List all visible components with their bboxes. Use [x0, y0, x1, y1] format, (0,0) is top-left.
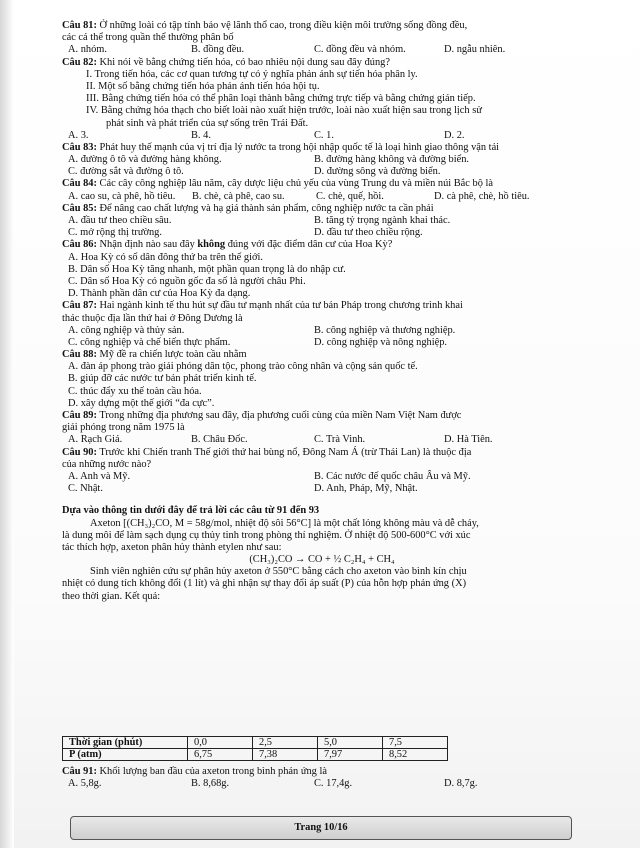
- option-c[interactable]: C. thúc đẩy xu thế toàn cầu hóa.: [68, 385, 202, 397]
- question-number: Câu 83:: [62, 141, 97, 153]
- question-90: [62, 447, 582, 459]
- passage-line: là dung môi để làm sạch dụng cụ thủy tinh trong phòng thí nghiệm. Ở nhiệt độ 500-600°C với xúc: [62, 529, 471, 541]
- question-89: [62, 410, 582, 422]
- statement-i: I. Trong tiến hóa, các cơ quan tương tự có ý nghĩa phản ánh sự tiến hóa phân ly.: [86, 68, 418, 80]
- option-c[interactable]: C. công nghiệp và chế biến thực phẩm.: [68, 336, 231, 348]
- table-row: [63, 749, 448, 761]
- question-text-cont: đúng với đặc điểm dân cư của Hoa Kỳ?: [225, 239, 393, 251]
- option-b[interactable]: B. chè, cà phê, cao su.: [192, 190, 285, 202]
- option-a[interactable]: A. Anh và Mỹ.: [68, 470, 131, 482]
- question-text-cont: các cá thể trong quần thể thường phân bố: [62, 32, 234, 44]
- page-footer: [70, 816, 572, 840]
- page-edge-shadow: [0, 0, 14, 848]
- option-a[interactable]: A. Rạch Giá.: [68, 434, 123, 446]
- statement-ii: II. Một số bằng chứng tiến hóa phản ánh tiến hóa hội tụ.: [86, 80, 320, 92]
- question-text: Trong những địa phương sau đây, địa phương cuối cùng của miền Nam Việt Nam được: [96, 410, 462, 421]
- question-text: Hai ngành kinh tế thu hút sự đầu tư mạnh nhất của tư bản Pháp trong chương trình khai: [96, 300, 463, 312]
- option-c[interactable]: C. chè, quế, hồi.: [316, 190, 384, 202]
- answer-options: [62, 166, 582, 178]
- option-a[interactable]: A. đường ô tô và đường hàng không.: [68, 154, 222, 166]
- passage-line: nhiệt có dung tích không đổi (1 lít) và ghi nhận sự thay đổi áp suất (P) của hỗn hợp phản ứng (X): [62, 578, 467, 590]
- option-b[interactable]: B. công nghiệp và thương nghiệp.: [314, 324, 456, 336]
- question-text-cont: thác thuộc địa lần thứ hai ở Đông Dương là: [62, 312, 243, 324]
- question-83: [62, 142, 582, 154]
- option-a[interactable]: A. cao su, cà phê, hồ tiêu.: [68, 190, 176, 202]
- question-number: Câu 88:: [62, 349, 97, 361]
- question-91: [62, 766, 582, 778]
- option-d[interactable]: D. Anh, Pháp, Mỹ, Nhật.: [314, 483, 418, 495]
- option-b[interactable]: B. 4.: [191, 129, 211, 141]
- question-number: Câu 89:: [62, 410, 97, 421]
- question-number: Câu 86:: [62, 239, 97, 251]
- question-number: Câu 82:: [62, 56, 97, 68]
- option-d[interactable]: D. Hà Tiên.: [444, 434, 493, 446]
- option-a[interactable]: A. công nghiệp và thủy sản.: [68, 324, 185, 336]
- option-d[interactable]: D. 8,7g.: [444, 778, 478, 790]
- option-c[interactable]: C. Trà Vinh.: [314, 434, 366, 446]
- table-header-time: Thời gian (phút): [63, 737, 188, 749]
- table-cell: 7,97: [318, 749, 383, 761]
- page-number: Trang 10/16: [294, 822, 348, 833]
- option-d[interactable]: D. ngẫu nhiên.: [444, 44, 506, 56]
- table-cell: 8,52: [383, 749, 448, 761]
- option-a[interactable]: A. nhóm.: [68, 44, 107, 56]
- passage-line: theo thời gian. Kết quả:: [62, 590, 161, 602]
- pressure-table: [62, 736, 448, 761]
- question-text: Để nâng cao chất lượng và hạ giá thành sản phẩm, công nghiệp nước ta cần phải: [96, 202, 434, 214]
- question-84: [62, 178, 582, 190]
- question-text: Ở những loài có tập tính bảo vệ lãnh thổ cao, trong điều kiện môi trường sống đồng đều,: [96, 20, 468, 31]
- question-87: [62, 300, 582, 312]
- option-d[interactable]: D. xây dựng một thế giới “đa cực”.: [68, 397, 215, 409]
- option-a[interactable]: A. 5,8g.: [68, 778, 102, 790]
- answer-options: [62, 215, 582, 227]
- option-d[interactable]: D. 2.: [444, 129, 465, 141]
- table-cell: 0,0: [188, 737, 253, 749]
- answer-options: [62, 130, 582, 142]
- table-cell: 7,38: [253, 749, 318, 761]
- passage-line: tác thích hợp, axeton phân hủy thành etylen như sau:: [62, 541, 282, 553]
- emphasis-word: không: [197, 239, 226, 251]
- answer-options: [62, 337, 582, 349]
- table-cell: 2,5: [253, 737, 318, 749]
- question-text: Khi nói về bằng chứng tiến hóa, có bao nhiêu nội dung sau đây đúng?: [96, 56, 390, 68]
- option-b[interactable]: B. 8,68g.: [191, 778, 230, 790]
- option-c[interactable]: C. đồng đều và nhóm.: [314, 44, 406, 56]
- option-b[interactable]: B. Dân số Hoa Kỳ tăng nhanh, một phần quan trọng là do nhập cư.: [68, 263, 346, 275]
- option-d[interactable]: D. công nghiệp và nông nghiệp.: [314, 336, 448, 348]
- question-text: Nhận định nào sau đây: [96, 239, 198, 251]
- data-table-wrap: [0, 736, 640, 761]
- answer-options: [62, 434, 582, 446]
- answer-options: [62, 191, 582, 203]
- question-number: Câu 84:: [62, 178, 97, 190]
- question-81: [62, 20, 582, 32]
- passage-line: Axeton [(CH₃)₂CO, M = 58g/mol, nhiệt độ sôi 56°C] là một chất lỏng không màu và dễ cháy,: [90, 517, 479, 529]
- question-82: [62, 57, 582, 69]
- answer-options: [62, 154, 582, 166]
- answer-options: [62, 325, 582, 337]
- question-number: Câu 85:: [62, 202, 97, 214]
- question-number: Câu 91:: [62, 766, 97, 777]
- option-b[interactable]: B. đường hàng không và đường biển.: [314, 154, 470, 166]
- option-b[interactable]: B. đồng đều.: [191, 44, 245, 56]
- statement-iii: III. Bằng chứng tiến hóa có thể phân loại thành bằng chứng trực tiếp và bằng chứng gián tiếp.: [86, 93, 476, 105]
- option-b[interactable]: B. giúp đỡ các nước tư bản phát triển kinh tế.: [68, 373, 257, 385]
- question-text: Các cây công nghiệp lâu năm, cây dược liệu chủ yếu của vùng Trung du và miền núi Bắc bộ là: [96, 178, 493, 190]
- page-content: [62, 20, 582, 603]
- question-number: Câu 81:: [62, 20, 97, 31]
- passage-line: Sinh viên nghiên cứu sự phân hủy axeton ở 550°C bằng cách cho axeton vào bình kín chịu: [90, 566, 467, 578]
- option-c[interactable]: C. mở rộng thị trường.: [68, 227, 162, 239]
- option-a[interactable]: A. đầu tư theo chiều sâu.: [68, 215, 172, 226]
- option-c[interactable]: C. 1.: [314, 129, 334, 141]
- option-d[interactable]: D. đường sông và đường biển.: [314, 166, 441, 178]
- question-text-cont: giải phóng trong năm 1975 là: [62, 422, 185, 434]
- option-c[interactable]: C. đường sắt và đường ô tô.: [68, 166, 184, 178]
- option-a[interactable]: A. 3.: [68, 129, 89, 141]
- passage-heading-text: Dựa vào thông tin dưới đây để trả lời các câu từ 91 đến 93: [62, 505, 320, 517]
- answer-options: [62, 471, 582, 483]
- question-text: Mỹ đề ra chiến lược toàn cầu nhằm: [96, 349, 247, 361]
- question-text: Phát huy thế mạnh của vị trí địa lý nước ta trong hội nhập quốc tế là loại hình giao thông vận tải: [96, 141, 500, 153]
- option-c[interactable]: C. 17,4g.: [314, 778, 353, 790]
- question-text: Khối lượng ban đầu của axeton trong bình phản ứng là: [96, 766, 327, 777]
- answer-options: [62, 778, 582, 790]
- option-a[interactable]: A. đàn áp phong trào giải phóng dân tộc, phong trào công nhân và cộng sản quốc tế.: [68, 361, 418, 373]
- option-d[interactable]: D. đầu tư theo chiều rộng.: [314, 227, 423, 239]
- option-d[interactable]: D. cà phê, chè, hồ tiêu.: [434, 190, 530, 202]
- option-b[interactable]: B. Châu Đốc.: [191, 434, 248, 446]
- question-85: [62, 203, 582, 215]
- option-b[interactable]: B. Các nước đế quốc châu Âu và Mỹ.: [314, 470, 471, 482]
- table-cell: 7,5: [383, 737, 448, 749]
- question-text-cont: của những nước nào?: [62, 458, 152, 470]
- statement-iv-cont: phát sinh và phát triển của sự sống trên Trái Đất.: [106, 117, 309, 129]
- answer-options: [62, 227, 582, 239]
- question-text: Trước khi Chiến tranh Thế giới thứ hai bùng nổ, Đông Nam Á (trừ Thái Lan) là thuộc địa: [96, 446, 472, 458]
- table-header-pressure: P (atm): [63, 749, 188, 761]
- question-88: [62, 349, 582, 361]
- option-c[interactable]: C. Nhật.: [68, 483, 103, 495]
- answer-options: [62, 483, 582, 495]
- option-d[interactable]: D. Thành phần dân cư của Hoa Kỳ đa dạng.: [68, 288, 251, 300]
- table-cell: 5,0: [318, 737, 383, 749]
- reaction-equation: (CH₃)₂CO → CO + ½ C₂H₄ + CH₄: [249, 554, 395, 566]
- option-c[interactable]: C. Dân số Hoa Kỳ có nguồn gốc đa số là người châu Phi.: [68, 275, 306, 287]
- question-91-block: [62, 766, 582, 790]
- question-86: [62, 239, 582, 251]
- passage-heading: [62, 505, 582, 517]
- answer-options: [62, 44, 582, 56]
- table-cell: 6,75: [188, 749, 253, 761]
- question-number: Câu 87:: [62, 300, 97, 312]
- question-number: Câu 90:: [62, 446, 97, 458]
- option-b[interactable]: B. tăng tỷ trọng ngành khai thác.: [314, 215, 451, 226]
- table-row: [63, 737, 448, 749]
- option-a[interactable]: A. Hoa Kỳ có số dân đông thứ ba trên thế giới.: [68, 251, 263, 263]
- statement-iv: IV. Bằng chứng hóa thạch cho biết loài nào xuất hiện trước, loài nào xuất hiện sau trong lịch sử: [86, 105, 482, 117]
